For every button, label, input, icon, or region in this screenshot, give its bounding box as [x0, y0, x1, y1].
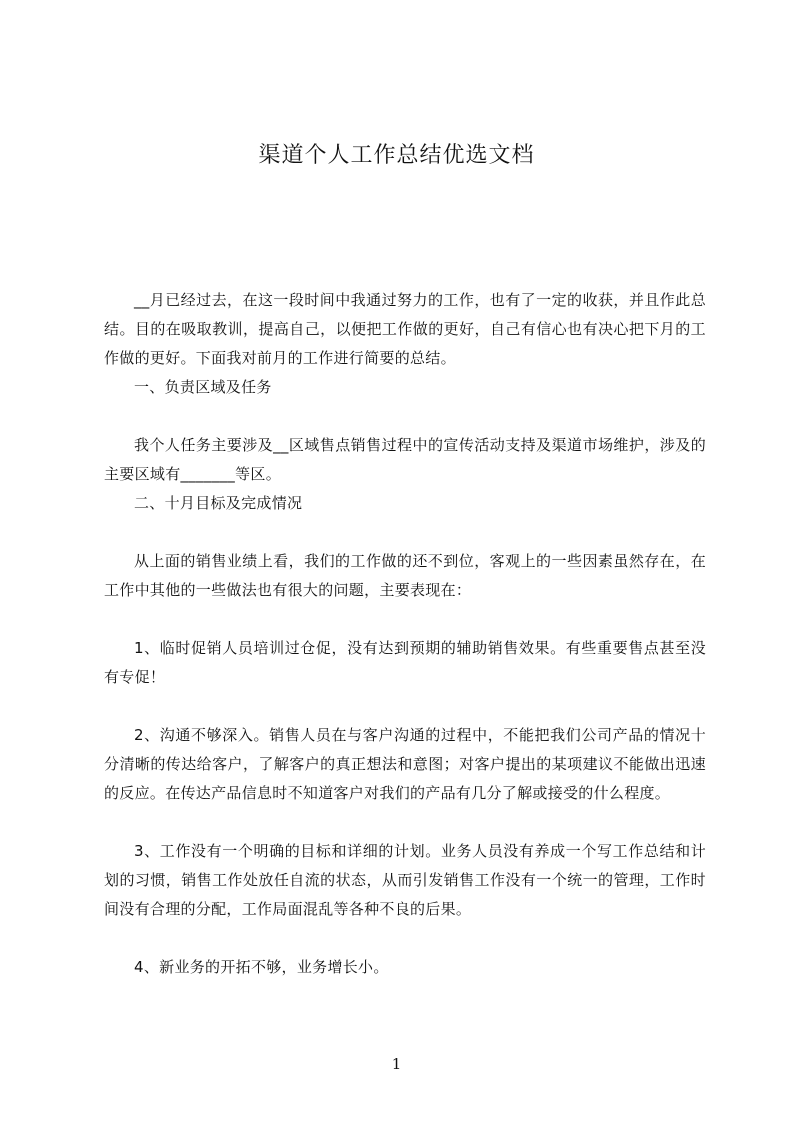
issue-3-paragraph: 3、工作没有一个明确的目标和详细的计划。业务人员没有养成一个写工作总结和计划的习惯，销售工作处放任自流的状态，从而引发销售工作没有一个统一的管理，工作时间没有合理的分配，工作局面混乱等各种不良的后果。 — [104, 842, 706, 918]
performance-paragraph: 从上面的销售业绩上看，我们的工作做的还不到位，客观上的一些因素虽然存在，在工作中其他的一些做法也有很大的问题，主要表现在： — [104, 552, 706, 599]
section-heading-2: 二、十月目标及完成情况 — [134, 494, 303, 512]
region-task-paragraph: 我个人任务主要涉及__区域售点销售过程中的宣传活动支持及渠道市场维护，涉及的主要区域有_______等区。 — [104, 436, 706, 483]
issue-1-paragraph: 1、临时促销人员培训过仓促，没有达到预期的辅助销售效果。有些重要售点甚至没有专促！ — [104, 639, 706, 686]
document-body — [104, 286, 706, 982]
intro-paragraph: __月已经过去，在这一段时间中我通过努力的工作，也有了一定的收获，并且作此总结。目的在吸取教训，提高自己，以便把工作做的更好，自己有信心也有决心把下月的工作做的更好。下面我对前月的工作进行简要的总结。 — [104, 291, 706, 367]
document-title: 渠道个人工作总结优选文档 — [258, 143, 535, 168]
issue-4-paragraph: 4、新业务的开拓不够，业务增长小。 — [134, 958, 389, 976]
page-number: 1 — [391, 1055, 402, 1073]
issue-2-paragraph: 2、沟通不够深入。销售人员在与客户沟通的过程中，不能把我们公司产品的情况十分清晰的传达给客户，了解客户的真正想法和意图；对客户提出的某项建议不能做出迅速的反应。在传达产品信息时不知道客户对我们的产品有几分了解或接受的什么程度。 — [104, 726, 706, 802]
section-heading-1: 一、负责区域及任务 — [134, 378, 272, 396]
